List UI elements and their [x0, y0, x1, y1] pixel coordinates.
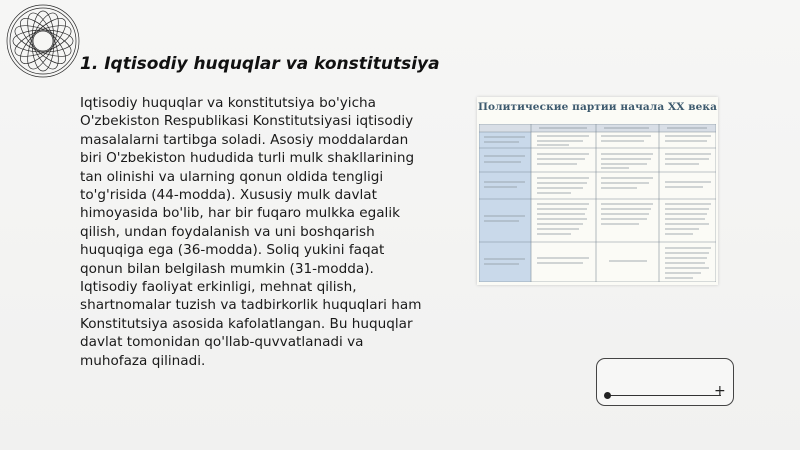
table-grid-graphic: [479, 124, 716, 282]
slider-track[interactable]: [607, 395, 721, 396]
dot-icon[interactable]: [604, 392, 611, 399]
slider-control-box[interactable]: [596, 358, 734, 406]
political-parties-table-image: [477, 97, 718, 285]
table-image-title: Политические партии начала ХХ века: [478, 101, 717, 113]
geometric-rosette-logo: [4, 2, 82, 80]
slide-title: 1. Iqtisodiy huquqlar va konstitutsiya: [80, 54, 440, 74]
slide-body-text: Iqtisodiy huquqlar va konstitutsiya bo'yicha O'zbekiston Respublikasi Konstitutsiyasi iqtisodiy masalalarni tartibga soladi. Asosiy moddalardan biri O'zbekiston hududida turli mulk shakllarining tan olinishi va ularning qonun oldida tengligi to'g'risida (44-modda). Xususiy mulk davlat himoyasida bo'lib, har bir fuqaro mulkka egalik qilish, undan foydalanish va uni boshqarish huquqiga ega (36-modda). Soliq yukini faqat qonun bilan belgilash mumkin (31-modda). Iqtisodiy faoliyat erkinligi, mehnat qilish, shartnomalar tuzish va tadbirkorlik huquqlari ham Konstitutsiya asosida kafolatlangan. Bu huquqlar davlat tomonidan qo'llab-quvvatlanadi va muhofaza qilinadi.: [80, 95, 422, 369]
plus-icon[interactable]: +: [714, 383, 726, 399]
